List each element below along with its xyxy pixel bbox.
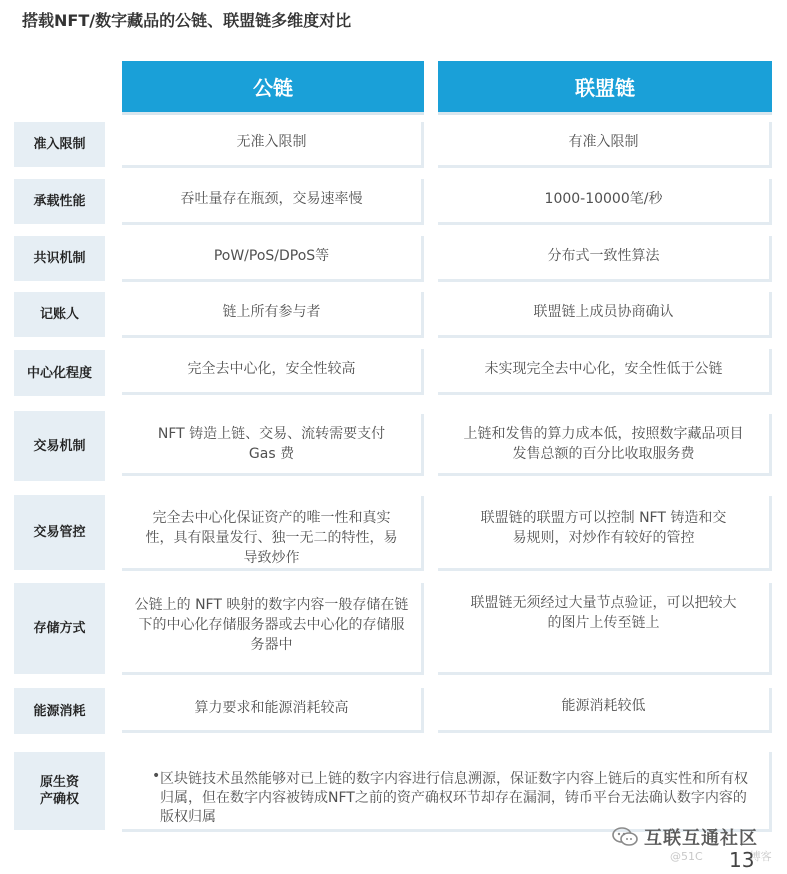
row-label: 记账人 [14, 292, 105, 337]
table-cell: 链上所有参与者 [122, 292, 424, 338]
table-cell: 算力要求和能源消耗较高 [122, 688, 424, 733]
row-label: 共识机制 [14, 236, 105, 281]
table-cell: NFT 铸造上链、交易、流转需要支付 Gas 费 [122, 414, 424, 476]
wide-cell-text: 区块链技术虽然能够对已上链的数字内容进行信息溯源，保证数字内容上链后的真实性和所有权归属，但在数字内容被铸成NFT之前的资产确权环节却存在漏洞，铸币平台无法确认数字内容的版权归属 [160, 771, 748, 825]
row-label: 存储方式 [14, 583, 105, 674]
watermark-sub [670, 848, 772, 864]
bullet: • [152, 768, 161, 784]
row-label: 交易管控 [14, 495, 105, 570]
watermark-text: 互联互通社区 [644, 828, 758, 849]
row-label-text: 原生资产确权 [39, 775, 79, 807]
table-cell: 联盟链的联盟方可以控制 NFT 铸造和交易规则，对炒作有较好的管控 [438, 496, 772, 571]
table-cell: 联盟链无须经过大量节点验证，可以把较大的图片上传至链上 [438, 583, 772, 675]
table-cell: 上链和发售的算力成本低，按照数字藏品项目发售总额的百分比收取服务费 [438, 414, 772, 476]
table-cell: 1000-10000笔/秒 [438, 179, 772, 225]
row-label: 中心化程度 [14, 350, 105, 396]
page-number: 13 [729, 848, 755, 872]
row-label: 交易机制 [14, 411, 105, 481]
wechat-icon [612, 827, 638, 847]
watermark-sub-prefix: @51C [670, 850, 703, 863]
column-header-public-chain: 公链 [122, 61, 424, 115]
table-cell: 完全去中心化，安全性较高 [122, 349, 424, 395]
table-cell: 联盟链上成员协商确认 [438, 292, 772, 338]
watermark [612, 824, 758, 850]
row-label: 准入限制 [14, 122, 105, 167]
table-cell: 能源消耗较低 [438, 688, 772, 733]
table-cell: 无准入限制 [122, 122, 424, 168]
table-cell: 未实现完全去中心化，安全性低于公链 [438, 349, 772, 395]
table-cell: 有准入限制 [438, 122, 772, 168]
wide-cell [122, 752, 772, 832]
table-cell: 吞吐量存在瓶颈，交易速率慢 [122, 179, 424, 225]
page-title: 搭载NFT/数字藏品的公链、联盟链多维度对比 [22, 11, 352, 30]
table-cell: 分布式一致性算法 [438, 236, 772, 282]
column-header-consortium-chain: 联盟链 [438, 61, 772, 115]
row-label [14, 752, 105, 830]
table-cell: 完全去中心化保证资产的唯一性和真实性，具有限量发行、独一无二的特性，易导致炒作 [122, 496, 424, 571]
watermark-sub-suffix: 博客 [749, 850, 772, 863]
row-label: 承载性能 [14, 179, 105, 224]
row-label: 能源消耗 [14, 688, 105, 734]
table-cell: 公链上的 NFT 映射的数字内容一般存储在链下的中心化存储服务器或去中心化的存储服务器中 [122, 583, 424, 675]
table-cell: PoW/PoS/DPoS等 [122, 236, 424, 282]
